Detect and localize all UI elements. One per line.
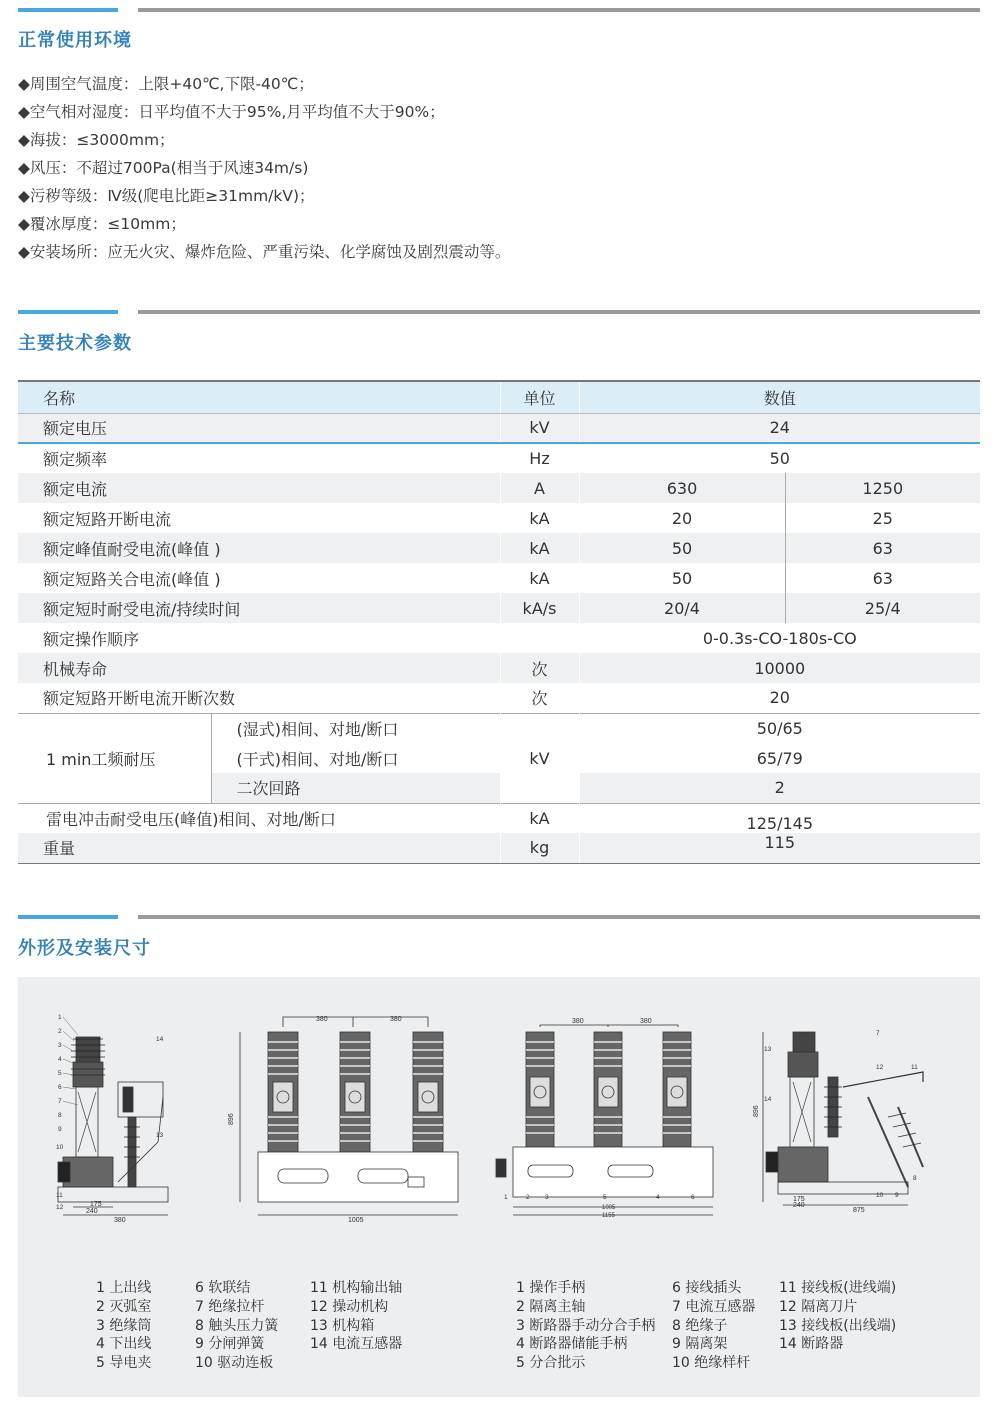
legend-right-col3 — [779, 1279, 896, 1354]
section-title-dimensions: 外形及安装尺寸 — [18, 938, 151, 959]
legend-item: 2 灭弧室 — [96, 1298, 152, 1315]
dim-label: 896 — [753, 1105, 760, 1117]
svg-text:6: 6 — [691, 1194, 695, 1201]
row-unit: kA — [500, 503, 579, 533]
row-unit: Hz — [500, 443, 579, 473]
row-value: 125/145 — [579, 803, 980, 833]
legend-item: 3 断路器手动分合手柄 — [516, 1317, 656, 1334]
svg-text:3: 3 — [58, 1042, 62, 1049]
legend-left-col1 — [96, 1279, 151, 1373]
legend-item: 5 分合批示 — [516, 1355, 586, 1372]
legend-left-col2 — [195, 1279, 278, 1373]
legend-item: 8 绝缘子 — [672, 1317, 728, 1334]
table-row — [18, 503, 980, 533]
table-header-row — [18, 381, 980, 413]
table-row — [18, 833, 980, 863]
env-item: ◆空气相对湿度：日平均值不大于95%,月平均值不大于90%； — [18, 103, 445, 121]
legend-item: 9 隔离架 — [672, 1336, 728, 1353]
legend-item: 9 分闸弹簧 — [195, 1336, 265, 1353]
section-divider-1 — [18, 8, 980, 12]
svg-text:10: 10 — [876, 1192, 884, 1199]
svg-text:4: 4 — [58, 1056, 62, 1063]
svg-text:11: 11 — [56, 1192, 63, 1199]
legend-item: 8 触头压力簧 — [195, 1317, 279, 1334]
legend-left-col3 — [310, 1279, 402, 1354]
header-name: 名称 — [18, 381, 500, 413]
row-name: 额定频率 — [43, 450, 108, 469]
svg-text:8: 8 — [58, 1112, 62, 1119]
row-value: 20 — [769, 688, 790, 708]
isolator-front-view-drawing — [496, 1018, 713, 1219]
row-value-630: 20/4 — [579, 593, 785, 623]
svg-text:5: 5 — [603, 1194, 607, 1201]
legend-right-col2 — [672, 1279, 755, 1373]
row-name: 机械寿命 — [43, 659, 108, 679]
legend-item: 4 下出线 — [96, 1336, 152, 1353]
withstand-sub: (湿式)相间、对地/断口 — [211, 713, 500, 743]
svg-text:2: 2 — [526, 1194, 530, 1201]
withstand-unit: kV — [500, 713, 579, 803]
legend-item: 12 操动机构 — [310, 1298, 389, 1315]
table-row — [18, 533, 980, 563]
row-unit — [500, 623, 579, 653]
withstand-sub: 二次回路 — [211, 773, 500, 803]
row-value-630: 630 — [579, 473, 785, 503]
section-title-specs: 主要技术参数 — [18, 333, 132, 354]
legend-item: 7 绝缘拉杆 — [195, 1298, 265, 1315]
svg-text:1: 1 — [504, 1194, 508, 1201]
front-view-drawing — [228, 1016, 458, 1224]
section-title-environment: 正常使用环境 — [18, 30, 132, 51]
legend-item: 6 接线插头 — [672, 1280, 742, 1296]
legend-item: 11 机构输出轴 — [310, 1280, 403, 1296]
row-name: 额定短路关合电流(峰值 ) — [43, 569, 221, 589]
table-row — [18, 683, 980, 713]
svg-text:3: 3 — [545, 1194, 549, 1201]
svg-text:14: 14 — [764, 1096, 772, 1103]
table-row — [18, 623, 980, 653]
row-name: 重量 — [18, 833, 500, 863]
legend-item: 6 软联结 — [195, 1280, 251, 1296]
svg-text:12: 12 — [876, 1064, 884, 1071]
withstand-value: 65/79 — [756, 748, 803, 768]
table-row — [18, 593, 980, 623]
environment-list — [18, 70, 510, 266]
isolator-side-view-drawing — [753, 1030, 923, 1214]
env-item: ◆污秽等级：Ⅳ级(爬电比距≥31mm/kV)； — [18, 187, 315, 205]
row-name: 额定短路开断电流 — [43, 509, 172, 529]
withstand-sub: (干式)相间、对地/断口 — [211, 743, 500, 773]
row-unit: kV — [500, 413, 579, 443]
svg-text:5: 5 — [58, 1070, 62, 1077]
legend-item: 12 隔离刀片 — [779, 1298, 858, 1315]
side-view-drawing — [56, 1014, 168, 1224]
row-value: 115 — [579, 833, 980, 863]
row-value-1250: 1250 — [862, 478, 904, 498]
svg-text:4: 4 — [656, 1194, 660, 1201]
spec-table — [18, 380, 980, 864]
row-value-1250: 63 — [872, 568, 893, 588]
svg-text:6: 6 — [58, 1084, 62, 1091]
row-name: 额定电压 — [18, 413, 500, 443]
row-value: 10000 — [754, 658, 806, 678]
dim-label: 896 — [228, 1113, 235, 1125]
row-value-630: 20 — [579, 503, 785, 533]
svg-text:8: 8 — [913, 1175, 917, 1182]
table-row — [18, 413, 980, 443]
table-row — [18, 473, 980, 503]
row-value-630: 50 — [579, 563, 785, 593]
svg-text:12: 12 — [56, 1204, 64, 1211]
legend-item: 1 操作手柄 — [516, 1280, 586, 1296]
legend-item: 13 接线板(出线端) — [779, 1317, 897, 1334]
section-divider-3 — [18, 915, 980, 919]
table-row — [18, 443, 980, 473]
withstand-value: 2 — [774, 778, 785, 798]
dim-label: 380 — [572, 1018, 584, 1025]
row-name: 额定电流 — [43, 479, 108, 499]
dim-label: 380 — [390, 1016, 402, 1023]
legend-item: 7 电流互感器 — [672, 1298, 756, 1315]
dim-label: 1005 — [348, 1217, 364, 1224]
env-item: ◆风压：不超过700Pa(相当于风速34m/s) — [18, 159, 309, 177]
dim-label: 380 — [114, 1217, 126, 1224]
row-name: 额定操作顺序 — [43, 629, 140, 649]
svg-text:2: 2 — [58, 1028, 62, 1035]
legend-right-col1 — [516, 1279, 655, 1373]
env-item: ◆安装场所：应无火灾、爆炸危险、严重污染、化学腐蚀及剧烈震动等。 — [18, 243, 511, 261]
legend-item: 1 上出线 — [96, 1280, 152, 1296]
withstand-name: 1 min工频耐压 — [18, 713, 211, 803]
svg-text:13: 13 — [764, 1046, 772, 1053]
legend-item: 2 隔离主轴 — [516, 1298, 586, 1315]
dim-label: 240 — [793, 1202, 805, 1209]
row-unit: A — [500, 473, 579, 503]
svg-text:7: 7 — [58, 1098, 62, 1105]
env-item: ◆周围空气温度：上限+40℃,下限-40℃； — [18, 75, 314, 93]
svg-text:9: 9 — [895, 1192, 899, 1199]
row-unit: 次 — [500, 683, 579, 713]
legend-item: 14 断路器 — [779, 1336, 844, 1353]
env-item: ◆海拔：≤3000mm； — [18, 131, 175, 149]
withstand-value: 50/65 — [579, 713, 980, 743]
dim-label: 175 — [90, 1201, 102, 1208]
row-name: 额定峰值耐受电流(峰值 ) — [43, 539, 221, 559]
legend-item: 3 绝缘筒 — [96, 1317, 152, 1334]
dim-label: 380 — [640, 1018, 652, 1025]
row-value: 50 — [769, 449, 790, 468]
dim-label: 875 — [853, 1207, 865, 1214]
row-value-1250: 63 — [872, 538, 893, 558]
table-row — [18, 653, 980, 683]
svg-text:1: 1 — [58, 1014, 62, 1021]
dim-label: 175 — [793, 1196, 805, 1203]
svg-text:13: 13 — [156, 1132, 164, 1139]
svg-text:14: 14 — [156, 1036, 164, 1043]
table-row — [18, 803, 980, 833]
row-name: 额定短时耐受电流/持续时间 — [43, 599, 241, 619]
row-unit: kA — [500, 803, 579, 833]
row-value: 0-0.3s-CO-180s-CO — [702, 628, 857, 648]
legend-item: 10 驱动连板 — [195, 1355, 274, 1372]
legend-item: 14 电流互感器 — [310, 1336, 403, 1353]
legend-item: 10 绝缘样杆 — [672, 1355, 751, 1372]
row-name: 额定短路开断电流开断次数 — [43, 689, 236, 709]
dim-label: 380 — [316, 1016, 328, 1023]
svg-text:11: 11 — [911, 1064, 918, 1071]
legend-item: 5 导电夹 — [96, 1355, 152, 1372]
row-unit: 次 — [500, 653, 579, 683]
env-item: ◆覆冰厚度：≤10mm； — [18, 215, 186, 233]
dim-label: 1155 — [602, 1213, 615, 1219]
section-divider-2 — [18, 310, 980, 314]
svg-text:7: 7 — [876, 1030, 880, 1037]
row-name: 雷电冲击耐受电压(峰值)相间、对地/断口 — [18, 803, 500, 833]
row-unit: kA/s — [500, 593, 579, 623]
table-row — [18, 713, 980, 743]
svg-text:10: 10 — [56, 1144, 64, 1151]
legend-item: 11 接线板(进线端) — [779, 1280, 897, 1296]
row-unit: kA — [500, 533, 579, 563]
row-value-1250: 25/4 — [864, 598, 901, 618]
legend-item: 4 断路器储能手柄 — [516, 1336, 628, 1353]
dim-label: 1005 — [602, 1205, 616, 1211]
row-value-1250: 25 — [872, 508, 893, 528]
row-unit: kA — [500, 563, 579, 593]
table-row — [18, 563, 980, 593]
row-value-630: 50 — [579, 533, 785, 563]
row-value: 24 — [579, 413, 980, 443]
header-unit: 单位 — [500, 381, 579, 413]
legend-item: 13 机构箱 — [310, 1317, 375, 1334]
svg-text:9: 9 — [58, 1126, 62, 1133]
row-unit: kg — [500, 833, 579, 863]
header-value: 数值 — [579, 381, 980, 413]
dim-label: 240 — [86, 1208, 98, 1215]
